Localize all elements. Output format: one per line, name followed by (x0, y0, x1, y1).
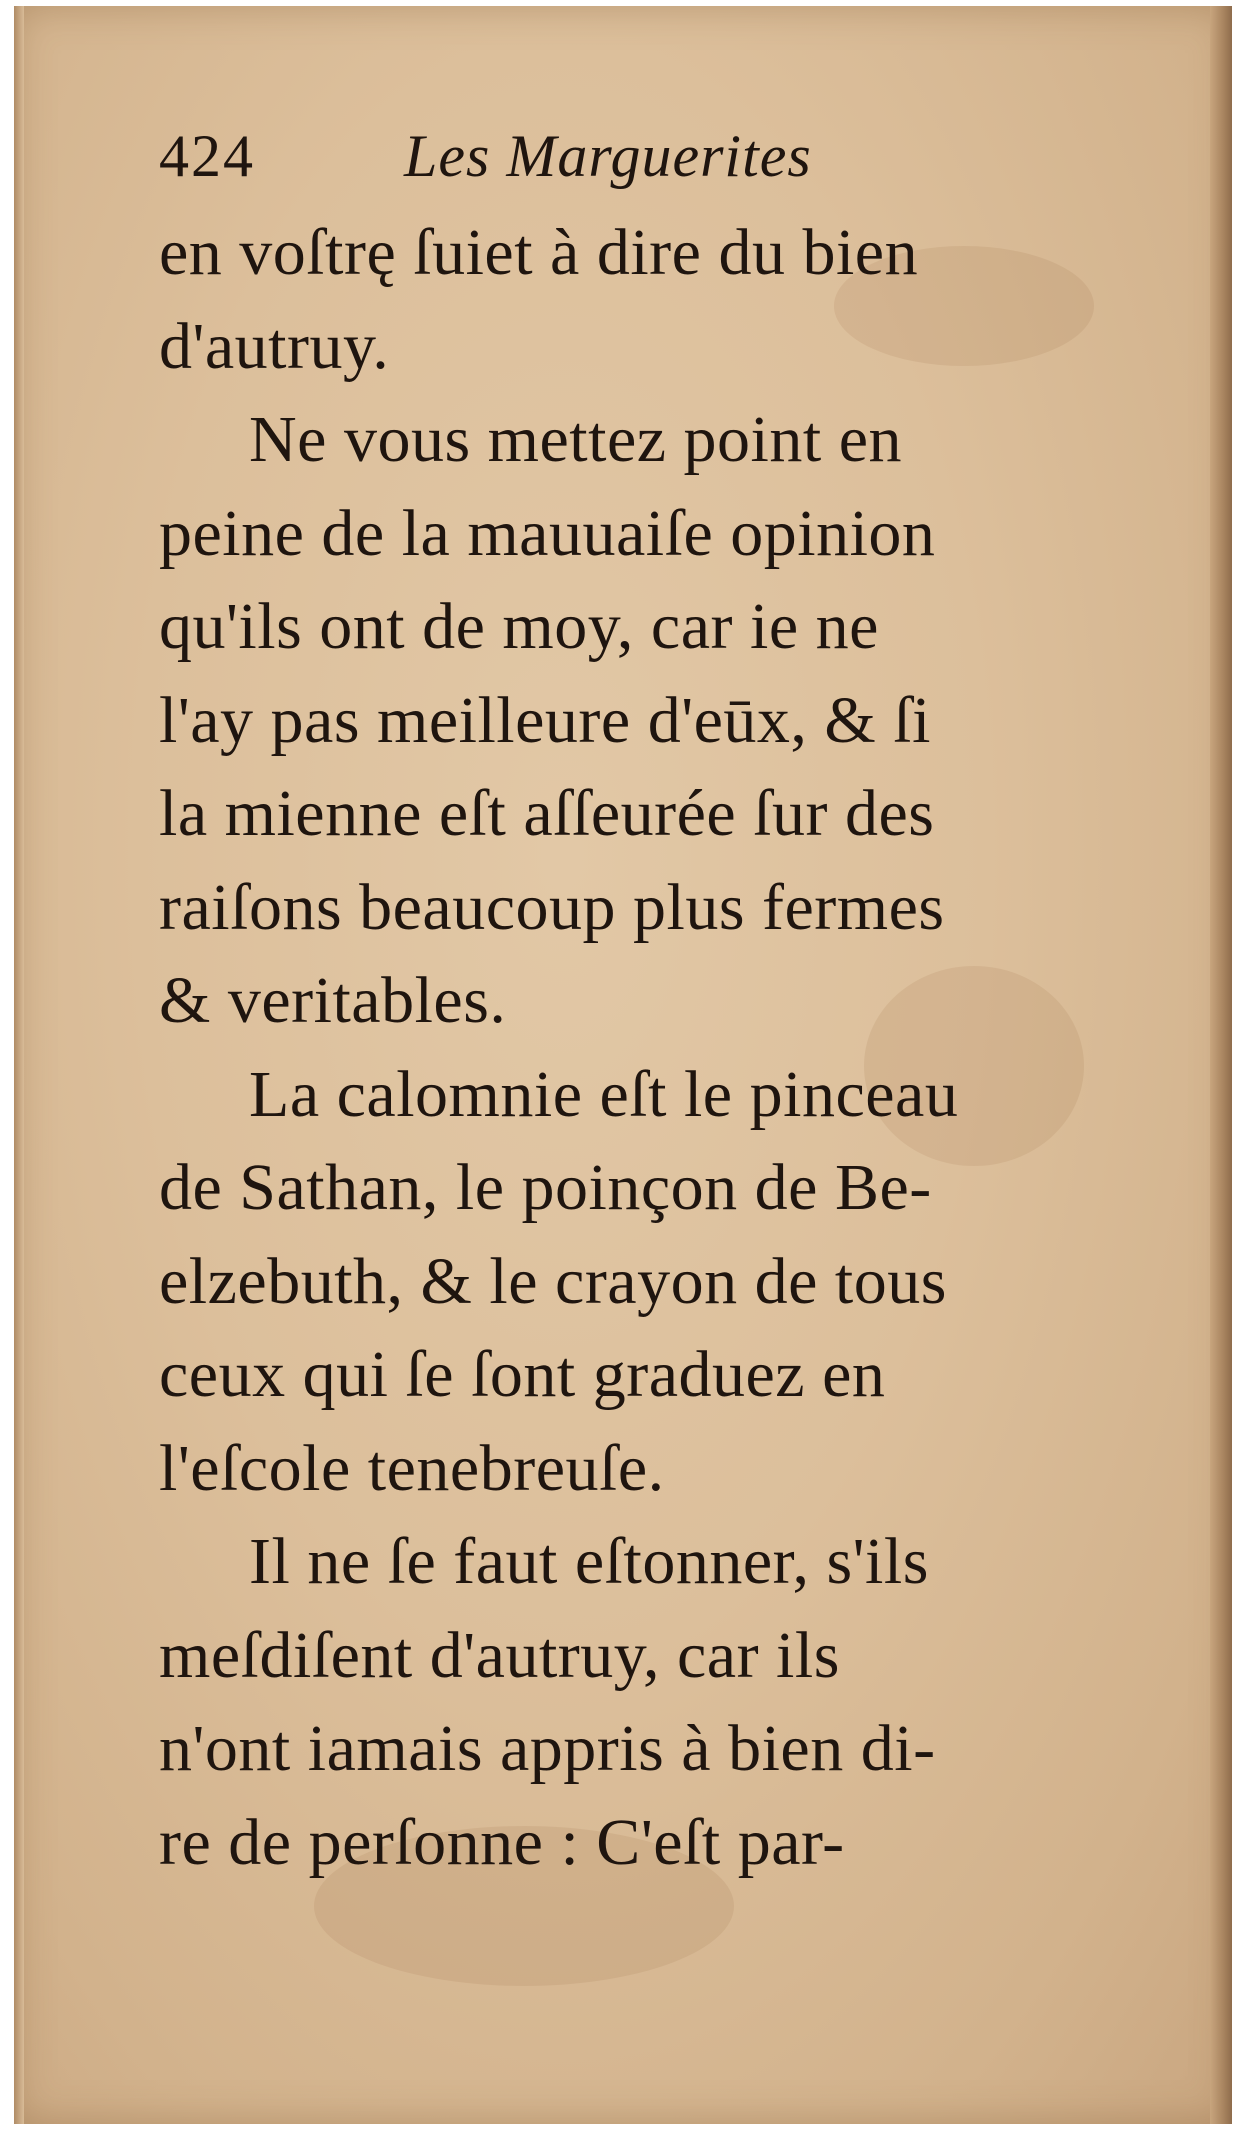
text-line: l'eſcole tenebreuſe. (159, 1431, 665, 1505)
book-page (14, 6, 1232, 2124)
text-line: & veritables. (159, 964, 507, 1037)
text-line: d'autruy. (159, 309, 390, 383)
text-line: raiſons beaucoup plus fermes (159, 870, 945, 944)
text-line: de Sathan, le poinçon de Be- (159, 1151, 932, 1224)
text-line: re de perſonne : C'eſt par- (159, 1805, 845, 1879)
text-line: n'ont iamais appris à bien di- (159, 1712, 936, 1785)
text-line: ceux qui ſe ſont graduez en (159, 1338, 886, 1411)
text-line: peine de la mauuaiſe opinion (159, 496, 936, 570)
running-title: Les Marguerites (404, 123, 812, 189)
page-gutter-shadow (14, 6, 24, 2124)
page-number: 424 (159, 123, 255, 189)
text-line: l'ay pas meilleure d'eūx, & ſi (159, 683, 931, 757)
paragraph-first-line: La calomnie eſt le pinceau (249, 1057, 959, 1131)
text-line: elzebuth, & le crayon de tous (159, 1244, 947, 1318)
text-line: en voſtrę ſuiet à dire du bien (159, 216, 919, 289)
paragraph-first-line: Il ne ſe faut eſtonner, s'ils (249, 1525, 929, 1598)
running-head (159, 106, 1119, 206)
text-line: meſdiſent d'autruy, car ils (159, 1618, 840, 1692)
text-line: qu'ils ont de moy, car ie ne (159, 590, 879, 663)
page-edge-shadow (1210, 6, 1232, 2124)
page-text (159, 106, 1119, 1889)
paragraph-first-line: Ne vous mettez point en (249, 403, 903, 476)
text-line: la mienne eſt aſſeurée ſur des (159, 777, 935, 850)
